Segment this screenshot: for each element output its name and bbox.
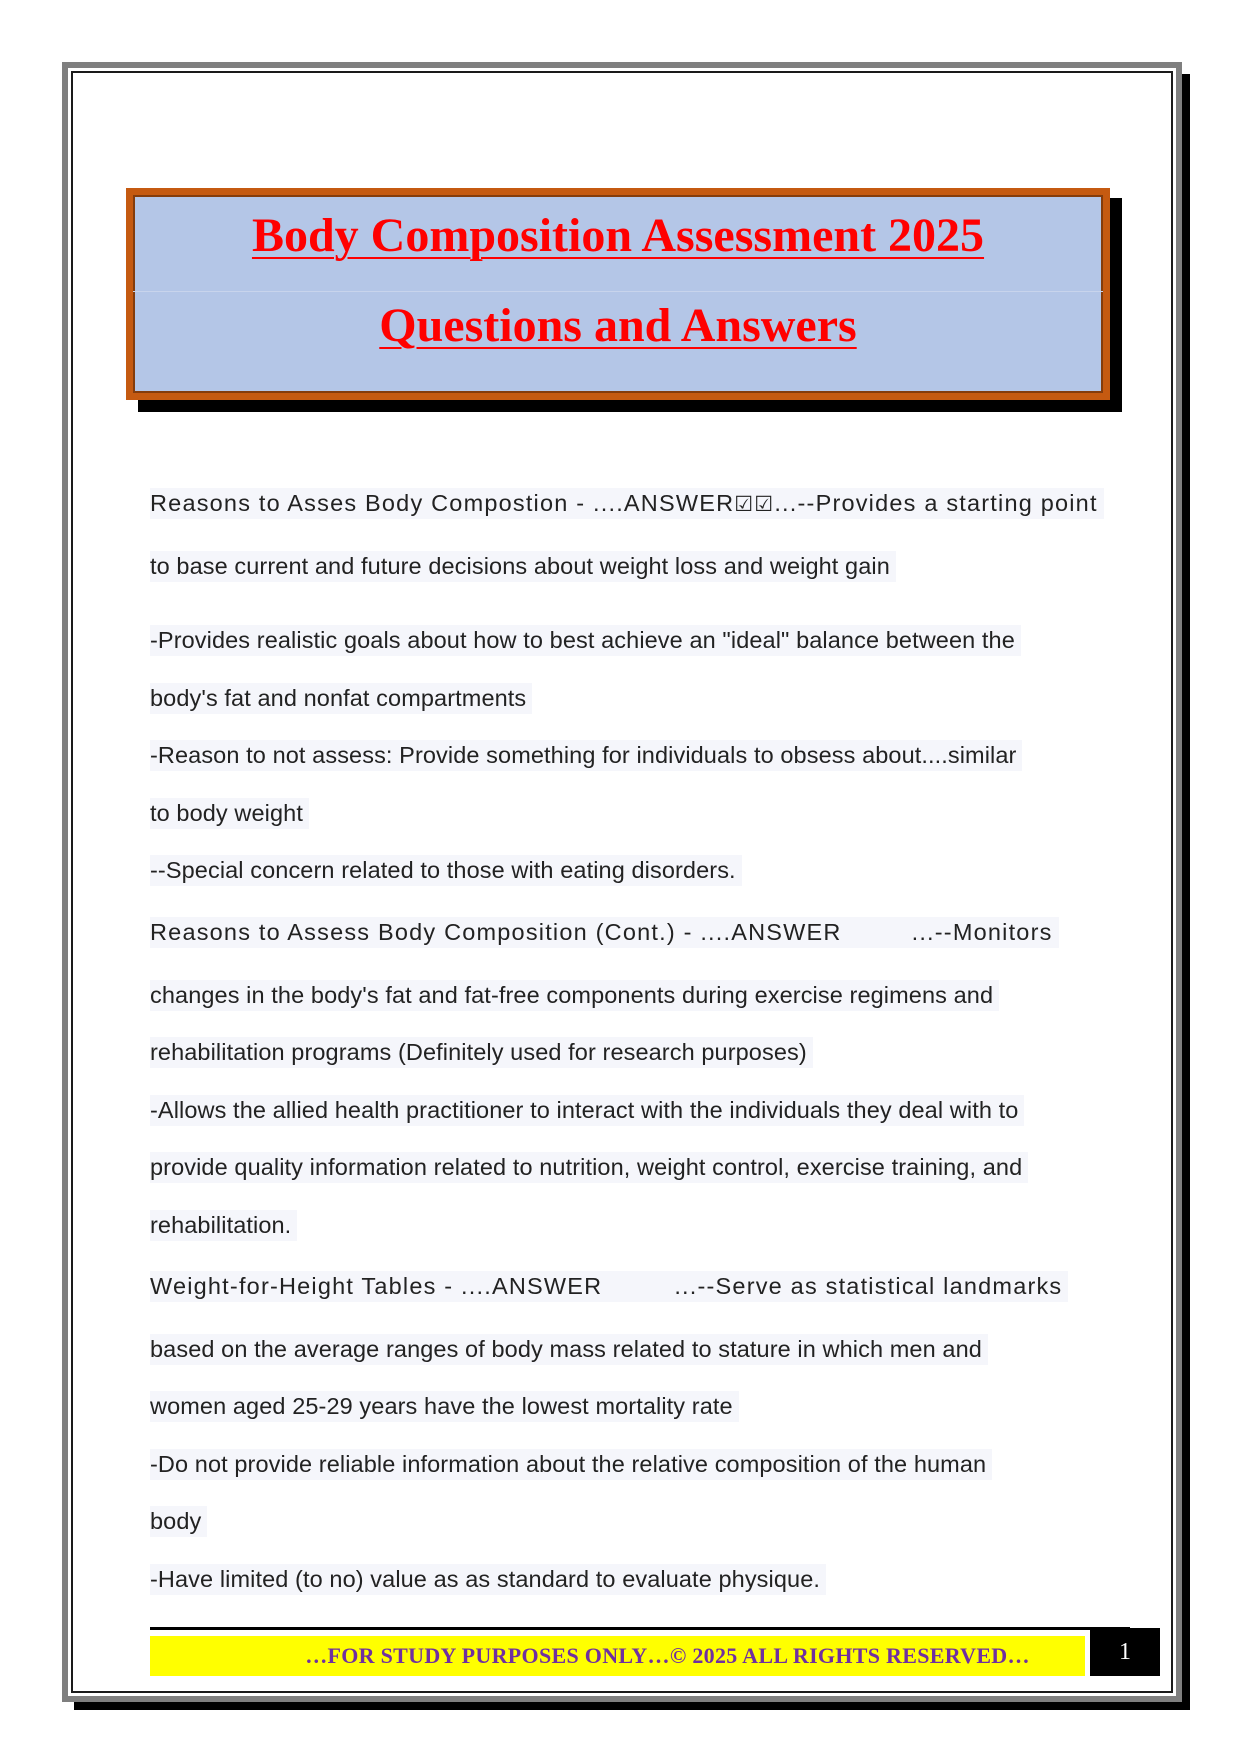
- title-divider: [133, 291, 1103, 292]
- qa-line: provide quality information related to nutrition, weight control, exercise training, and: [150, 1152, 1028, 1183]
- qa-line-question-2: [150, 917, 1059, 948]
- qa-line: based on the average ranges of body mass related to stature in which men and: [150, 1334, 988, 1365]
- document-title-line-1: Body Composition Assessment 2025: [251, 209, 985, 262]
- qa-line: -Do not provide reliable information about the relative composition of the human: [150, 1449, 992, 1480]
- qa-line: to body weight: [150, 798, 309, 829]
- qa-line: women aged 25-29 years have the lowest mortality rate: [150, 1391, 739, 1422]
- question-text: Reasons to Assess Body Composition (Cont.) - ....ANSWER: [150, 919, 842, 945]
- footer-band: [150, 1636, 1085, 1676]
- qa-line: -Allows the allied health practitioner to interact with the individuals they deal with to: [150, 1095, 1024, 1126]
- question-text: Reasons to Asses Body Compostion - ....ANSWER: [150, 490, 735, 516]
- question-text: Weight-for-Height Tables - ....ANSWER: [150, 1273, 603, 1299]
- answer-start-text: ...--Monitors: [911, 919, 1053, 945]
- answer-start-text: ...--Serve as statistical landmarks: [674, 1273, 1063, 1299]
- qa-line: to base current and future decisions about weight loss and weight gain: [150, 551, 896, 582]
- qa-line: changes in the body's fat and fat-free components during exercise regimens and: [150, 980, 999, 1011]
- qa-line: body: [150, 1506, 207, 1537]
- qa-line: -Provides realistic goals about how to best achieve an "ideal" balance between the: [150, 625, 1021, 656]
- qa-line-question-3: [150, 1271, 1068, 1302]
- qa-line: body's fat and nonfat compartments: [150, 683, 532, 714]
- qa-line: --Special concern related to those with eating disorders.: [150, 855, 742, 886]
- title-box: [126, 188, 1110, 400]
- footer-rule: [150, 1627, 1130, 1630]
- footer-copyright: …FOR STUDY PURPOSES ONLY…© 2025 ALL RIGHTS RESERVED…: [305, 1643, 1030, 1668]
- qa-line: -Reason to not assess: Provide something for individuals to obsess about....similar: [150, 740, 1022, 771]
- answer-start-text: ...--Provides a starting point: [774, 490, 1098, 516]
- qa-line: -Have limited (to no) value as as standard to evaluate physique.: [150, 1564, 826, 1595]
- qa-line: rehabilitation.: [150, 1210, 297, 1241]
- qa-line-question-1: [150, 488, 1104, 519]
- document-title-line-2: Questions and Answers: [379, 299, 857, 352]
- qa-line: rehabilitation programs (Definitely used for research purposes): [150, 1037, 813, 1068]
- page-number: 1: [1090, 1628, 1160, 1676]
- double-checkbox-icon: ☑☑: [734, 492, 775, 516]
